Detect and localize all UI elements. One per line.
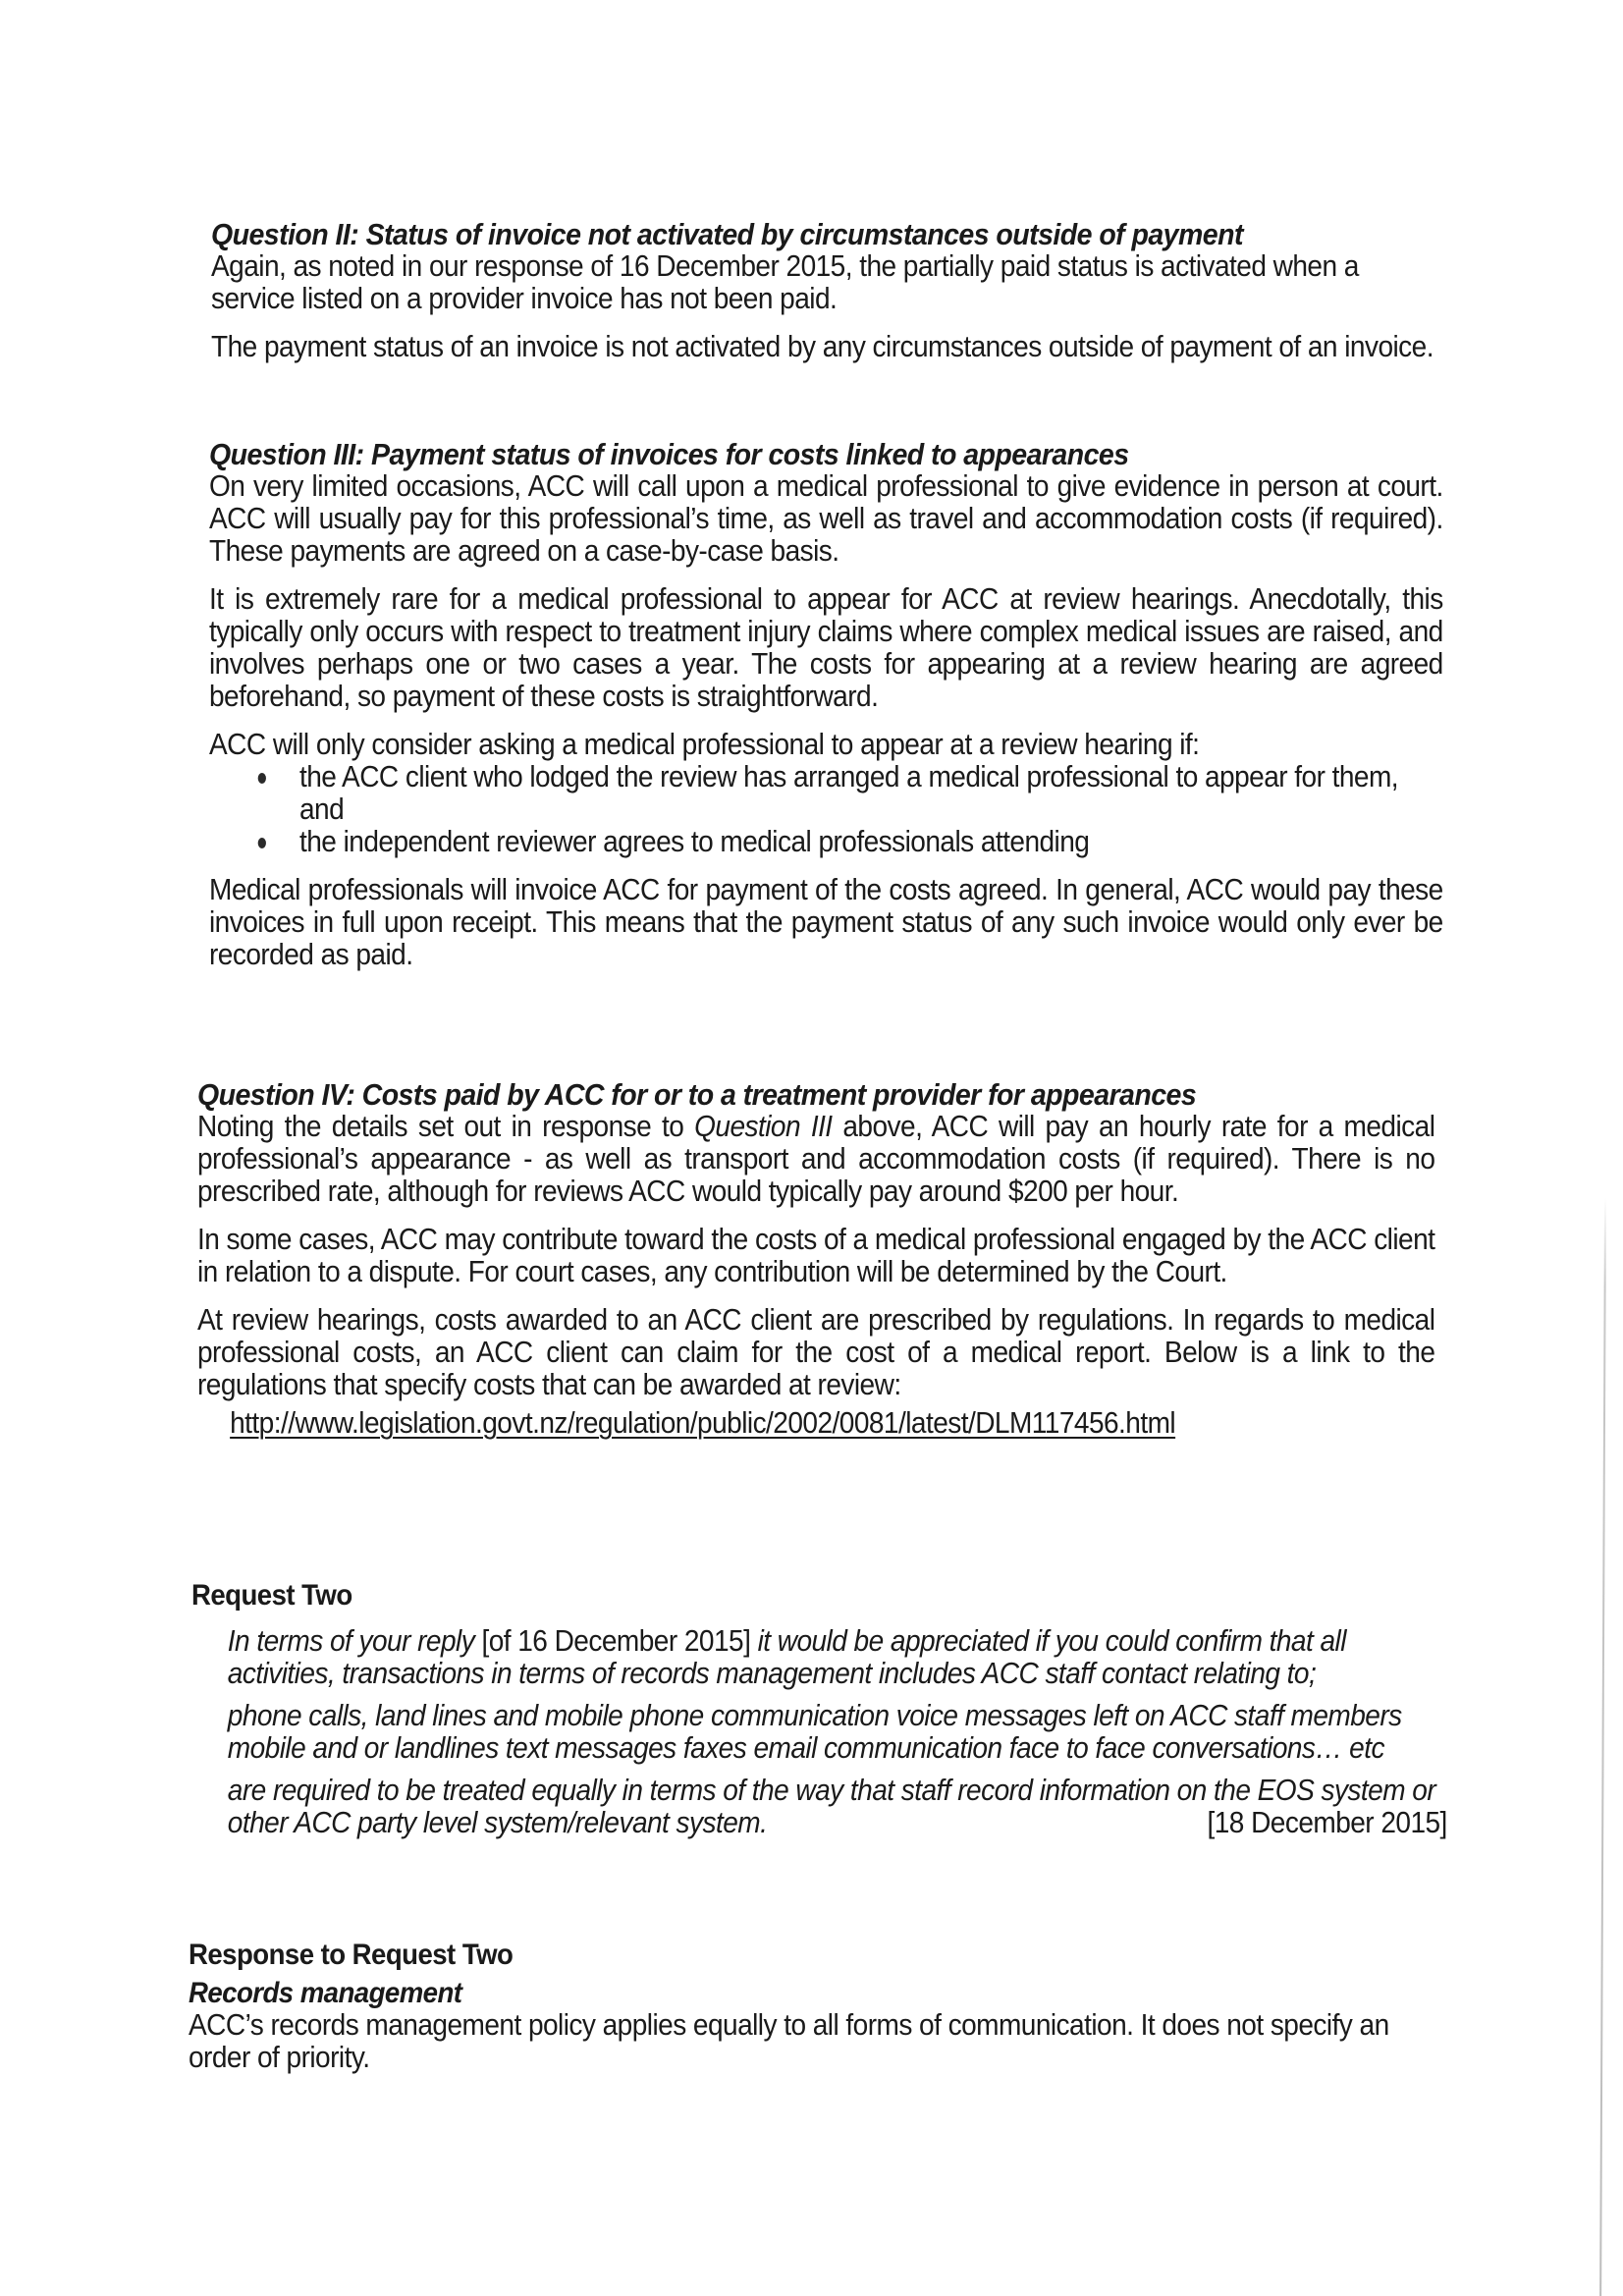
question-iii-closing: Medical professionals will invoice ACC for payment of the costs agreed. In general, ACC would pay these invoices in full upon receipt. This means that the payment status of any such invoice would only ever be recorded as paid. xyxy=(209,873,1443,971)
bullet-item xyxy=(209,826,1443,858)
question-iv-section xyxy=(197,1078,1434,1440)
question-ii-section xyxy=(211,218,1448,363)
question-iii-paragraph-3: ACC will only consider asking a medical professional to appear at a review hearing if: xyxy=(209,728,1200,761)
response-two-paragraph: ACC’s records management policy applies equally to all forms of communication. It does not specify an order of priority. xyxy=(189,2008,1389,2074)
question-iii-paragraph-2: It is extremely rare for a medical professional to appear for ACC at review hearings. Anecdotally, this typically only occurs with respect to treatment injury claims where complex medical issues are raised, and involves perhaps one or two cases a year. The costs for appearing at a review hearing are agreed beforehand, so payment of these costs is straightforward. xyxy=(209,582,1443,713)
regulations-link[interactable]: http://www.legislation.govt.nz/regulation/public/2002/0081/latest/DLM117456.html xyxy=(230,1406,1176,1440)
question-iii-heading: Question III: Payment status of invoices for costs linked to appearances xyxy=(209,437,1129,471)
p1-text: Noting the details set out in response to xyxy=(197,1110,695,1143)
question-iv-paragraph-2: In some cases, ACC may contribute toward the costs of a medical professional engaged by the ACC client in relation to a dispute. For court cases, any contribution will be determined by the Court. xyxy=(197,1223,1435,1288)
request-two-quote-paragraph-3 xyxy=(228,1775,1447,1839)
quote-text: are required to be treated equally in terms of the way that staff record information on the EOS system or other ACC party level system/relevant system. xyxy=(227,1774,1436,1839)
quote-date-ref: [of 16 December 2015] xyxy=(481,1624,751,1658)
regulation-link-line xyxy=(197,1407,1434,1440)
question-iv-paragraph-1 xyxy=(197,1111,1434,1208)
question-iv-heading: Question IV: Costs paid by ACC for or to a treatment provider for appearances xyxy=(197,1077,1197,1112)
bullet-item xyxy=(209,761,1443,826)
question-iii-paragraph-1: On very limited occasions, ACC will call upon a medical professional to give evidence in person at court. ACC will usually pay for this professional’s time, as well as travel and accommodation costs (if required). These payments are agreed on a case-by-case basis. xyxy=(209,469,1443,568)
bullet-text: the independent reviewer agrees to medical professionals attending xyxy=(299,825,1090,858)
response-two-heading: Response to Request Two xyxy=(189,1939,514,1971)
bullet-text: the ACC client who lodged the review has arranged a medical professional to appear for them, and xyxy=(299,760,1399,826)
question-iii-bullet-list xyxy=(209,761,1443,858)
request-two-heading: Request Two xyxy=(191,1579,352,1612)
question-iv-paragraph-3: At review hearings, costs awarded to an ACC client are prescribed by regulations. In regards to medical professional costs, an ACC client can claim for the cost of a medical report. Below is a link to the regulations that specify costs that can be awarded at review: xyxy=(197,1303,1435,1401)
question-ii-heading: Question II: Status of invoice not activated by circumstances outside of payment xyxy=(211,217,1243,251)
question-ii-paragraph-1: Again, as noted in our response of 16 December 2015, the partially paid status is activated when a service listed on a provider invoice has not been paid. xyxy=(211,249,1359,315)
bullet-icon xyxy=(258,773,266,784)
bullet-icon xyxy=(258,838,266,848)
question-iii-section xyxy=(209,438,1443,971)
request-two-quote xyxy=(191,1625,1447,1839)
quote-text-rest: it would be appreciated if you could confirm that all activities, transactions in terms of records management includes ACC staff contact relating to; xyxy=(227,1624,1346,1690)
question-iii-reference: Question III xyxy=(694,1110,833,1143)
p1-text-rest: above, ACC will pay an hourly rate for a medical professional’s appearance - as well as transport and accommodation costs (if required). There is no prescribed rate, although for reviews ACC would typically pay around $200 per hour. xyxy=(197,1110,1435,1208)
response-two-section xyxy=(189,1939,1444,2074)
scan-artifact-line xyxy=(1599,1198,1606,2296)
request-two-quote-paragraph-2: phone calls, land lines and mobile phone communication voice messages left on ACC staff members mobile and or landlines text messages faxes email communication face to face conversations… etc xyxy=(227,1699,1402,1765)
request-date: [18 December 2015] xyxy=(1207,1806,1447,1839)
question-ii-paragraph-2: The payment status of an invoice is not activated by any circumstances outside of payment of an invoice. xyxy=(211,330,1434,363)
request-two-section xyxy=(191,1579,1447,1839)
records-management-subheading: Records management xyxy=(189,1977,462,2009)
request-two-quote-paragraph-1 xyxy=(228,1625,1447,1690)
quote-text: In terms of your reply xyxy=(227,1624,482,1658)
